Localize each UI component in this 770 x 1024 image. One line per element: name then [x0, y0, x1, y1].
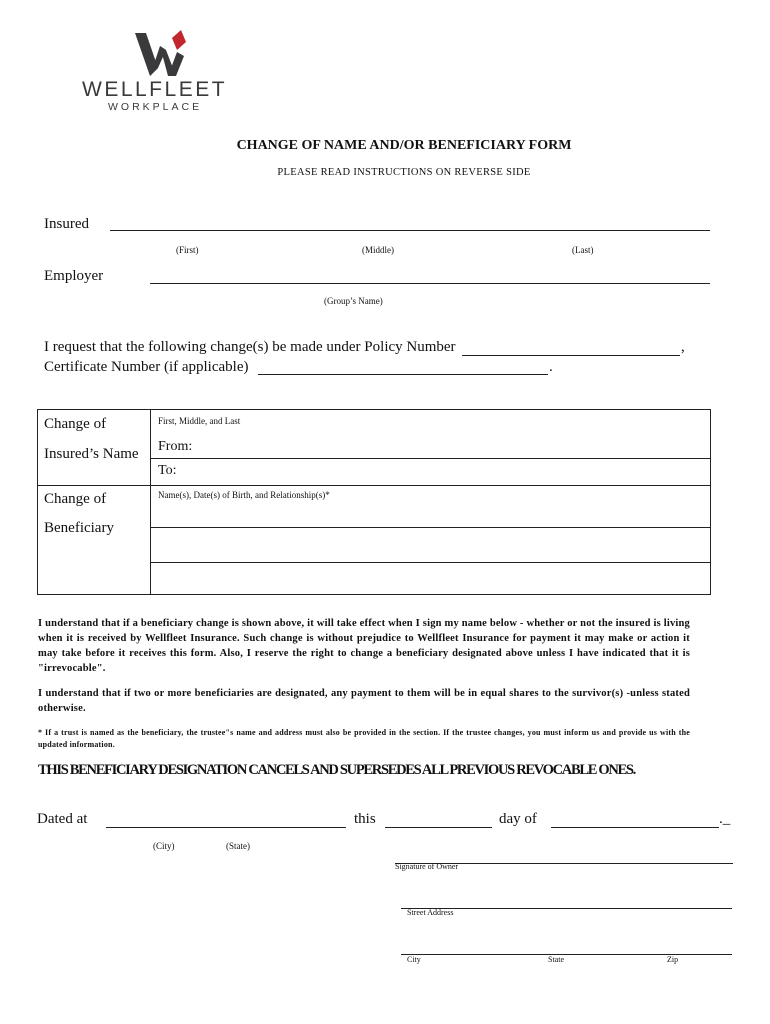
dated-city-caption: (City) — [153, 841, 175, 851]
month-year-field[interactable] — [551, 827, 719, 828]
policy-comma: , — [681, 339, 685, 355]
street-address-caption: Street Address — [407, 908, 454, 917]
form-title: CHANGE OF NAME AND/OR BENEFICIARY FORM — [236, 138, 572, 153]
change-table — [37, 409, 711, 595]
employer-label: Employer — [44, 268, 104, 284]
insured-last-caption: (Last) — [572, 245, 594, 255]
beneficiary-effect-paragraph: I understand that if a beneficiary change is shown above, it will take effect when I sign my name below - whether or not the insured is living when it is received by Wellfleet Insurance. Such change is without prejudice to Wellfleet Insurance for payment it may make or action it may take before it receives this form. Also, I reserve the right to change a beneficiary designated above unless I have indicated that it is "irrevocable". — [38, 618, 690, 674]
from-label: From: — [158, 439, 193, 454]
ben-line-2[interactable] — [150, 562, 710, 563]
table-divider-vertical — [150, 409, 151, 594]
certificate-number-field[interactable] — [258, 374, 548, 375]
dated-state-caption: (State) — [226, 841, 250, 851]
insured-first-caption: (First) — [176, 245, 199, 255]
policy-request-text: I request that the following change(s) be made under Policy Number — [44, 339, 456, 355]
company-logo — [80, 28, 230, 118]
wellfleet-logo-mark — [80, 28, 230, 78]
dated-at-label: Dated at — [37, 811, 88, 827]
insured-field[interactable] — [110, 230, 710, 231]
city-caption: City — [407, 955, 421, 964]
insured-middle-caption: (Middle) — [362, 245, 394, 255]
ben-line-1[interactable] — [150, 527, 710, 528]
from-line[interactable] — [150, 458, 710, 459]
dated-end: ._ — [719, 811, 731, 827]
name-change-label-2: Insured’s Name — [44, 446, 139, 462]
zip-caption: Zip — [667, 955, 679, 964]
equal-shares-paragraph: I understand that if two or more beneficiaries are designated, any payment to them will be in equal shares to the survivor(s) -unless stated otherwise. — [38, 688, 690, 714]
insured-label: Insured — [44, 216, 89, 232]
ben-change-label: Change of — [44, 491, 107, 507]
this-label: this — [354, 811, 376, 827]
employer-group-caption: (Group’s Name) — [324, 296, 383, 306]
logo-subtitle: WORKPLACE — [108, 101, 203, 113]
ben-change-label-2: Beneficiary — [44, 520, 114, 536]
signature-caption: Signature of Owner — [395, 862, 459, 871]
employer-field[interactable] — [150, 283, 710, 284]
day-of-label: day of — [499, 811, 537, 827]
ben-hint: Name(s), Date(s) of Birth, and Relationship(s)* — [158, 490, 330, 500]
city-state-zip-field[interactable] — [401, 954, 732, 955]
form-subtitle: PLEASE READ INSTRUCTIONS ON REVERSE SIDE — [277, 167, 531, 178]
state-caption: State — [548, 955, 564, 964]
name-change-label: Change of — [44, 416, 107, 432]
logo-wordmark: WELLFLEET — [82, 78, 228, 101]
certificate-period: . — [549, 359, 553, 375]
policy-number-field[interactable] — [462, 355, 680, 356]
certificate-label: Certificate Number (if applicable) — [44, 359, 249, 375]
day-field[interactable] — [385, 827, 492, 828]
cancel-notice: THIS BENEFICIARY DESIGNATION CANCELS AND SUPERSEDES ALL PREVIOUS REVOCABLE ONES. — [38, 762, 636, 778]
dated-city-state-field[interactable] — [106, 827, 346, 828]
trust-note: * If a trust is named as the beneficiary, the trustee"s name and address must also be provided in the section. If the trustee changes, you must inform us and provide us with the updated information. — [38, 728, 690, 749]
name-hint: First, Middle, and Last — [158, 416, 241, 426]
to-label: To: — [158, 463, 177, 478]
table-divider-name-ben — [37, 485, 710, 486]
